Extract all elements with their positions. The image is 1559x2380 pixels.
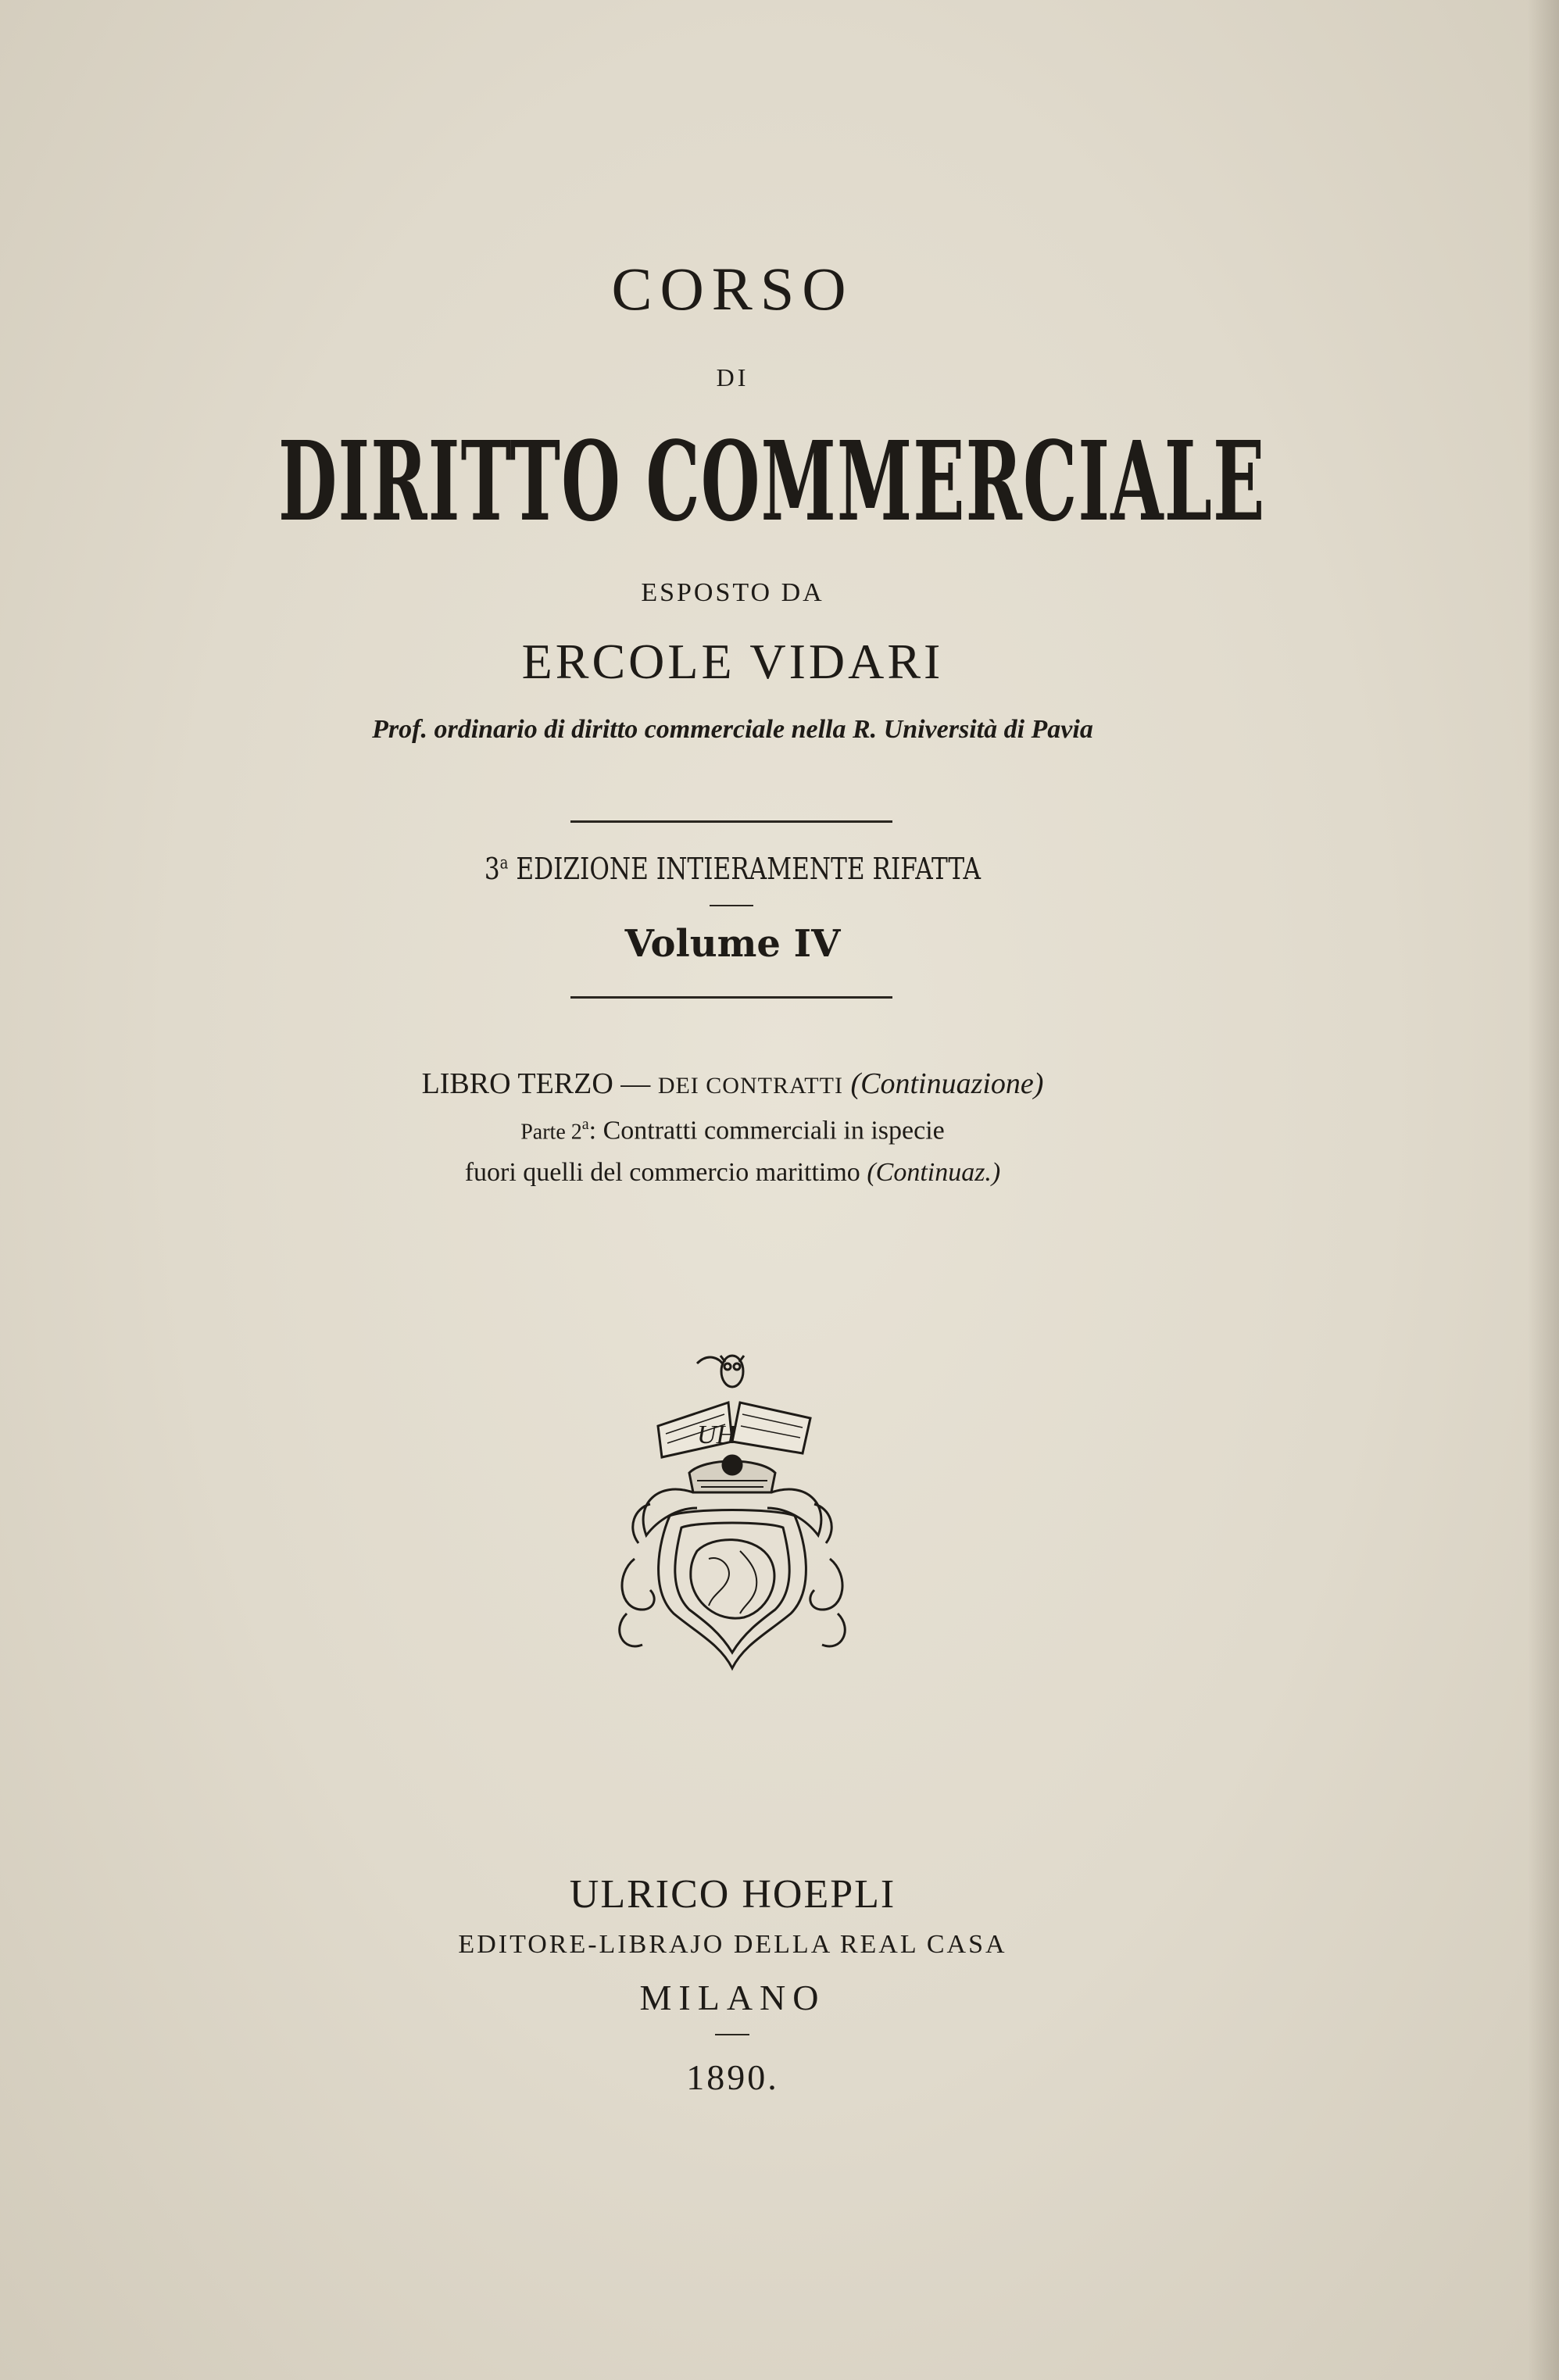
publisher-crest-icon [603,1340,861,1676]
divider-rule-bottom [570,996,892,999]
esposto-da: ESPOSTO DA [641,578,824,607]
part-line [0,1116,1465,1145]
edition-number: 3 [484,852,500,886]
part-superscript: a [581,1116,589,1133]
main-title: DIRITTO COMMERCIALE [278,418,1266,546]
edition-line [132,852,1334,886]
publisher-name: ULRICO HOEPLI [569,1872,896,1917]
book-note: (Continuazione) [850,1067,1044,1100]
divider-rule-short [710,905,753,906]
divider-rule-top [570,820,892,823]
divider-rule-city [715,2034,749,2035]
book-label: LIBRO TERZO — [421,1067,651,1100]
page-edge-shadow [1528,0,1559,2380]
book-subject: DEI CONTRATTI [657,1073,843,1099]
publisher-title: EDITORE-LIBRAJO DELLA REAL CASA [458,1930,1007,1959]
volume-label: Volume IV [624,922,841,966]
publisher-city: MILANO [639,1978,826,2017]
part-line-2 [0,1158,1465,1188]
author-name: ERCOLE VIDARI [521,634,944,689]
part-line2-note: (Continuaz.) [867,1158,1001,1187]
title-corso: CORSO [611,255,854,323]
part-text: : Contratti commerciali in ispecie [588,1116,945,1145]
part-label: Parte 2 [520,1120,582,1145]
author-title: Prof. ordinario di diritto commerciale nella R. Università di Pavia [372,715,1093,744]
edition-superscript: a [499,853,509,874]
crest-monogram: UH [697,1420,736,1449]
publication-year: 1890. [686,2057,779,2097]
part-line2-text: fuori quelli del commercio marittimo [464,1158,860,1187]
edition-text: EDIZIONE INTIERAMENTE RIFATTA [516,852,981,886]
book-line [0,1067,1465,1101]
title-di: DI [716,363,749,391]
